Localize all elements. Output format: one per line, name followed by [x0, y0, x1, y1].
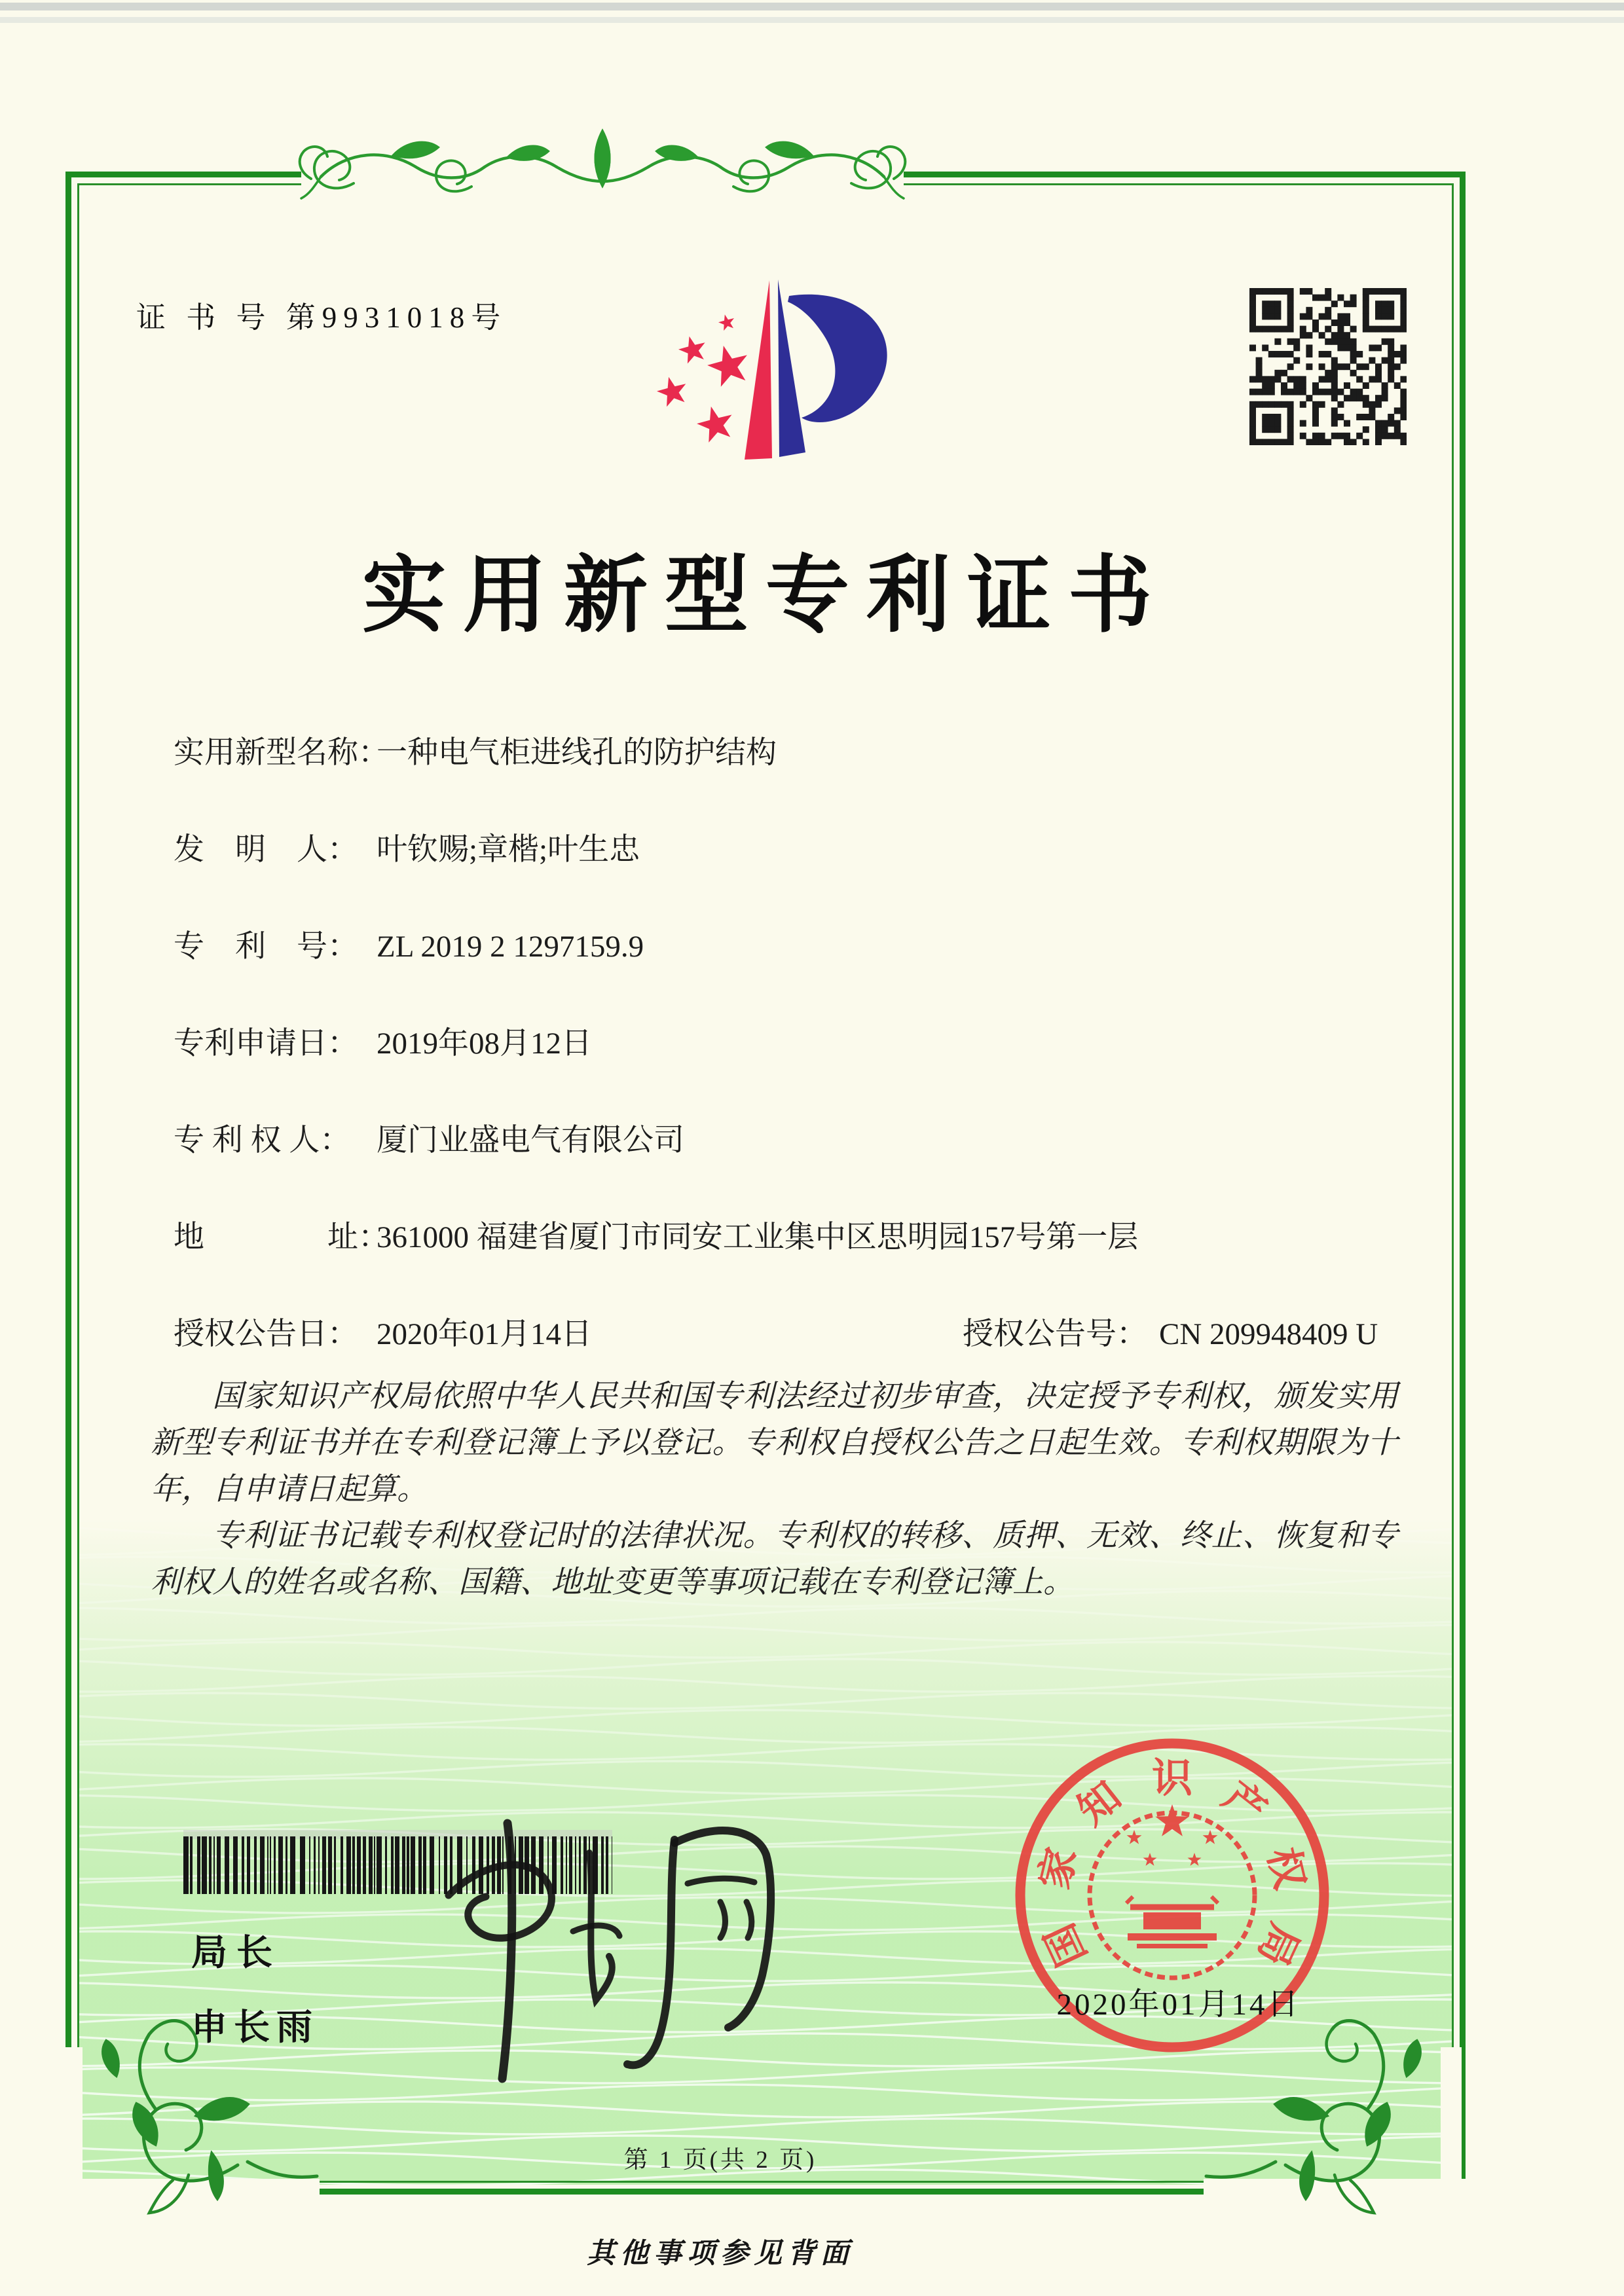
field-patentee: [174, 1116, 1470, 1159]
field-filing-date: [174, 1019, 1470, 1063]
svg-text:国: 国: [1037, 1916, 1096, 1973]
cnipa-patent-logo-icon: [648, 259, 923, 475]
field-value: 厦门业盛电气有限公司: [377, 1123, 684, 1157]
svg-text:局: 局: [1249, 1916, 1307, 1973]
commissioner-title: 局长: [191, 1933, 282, 1973]
field-value: CN 209948409 U: [1159, 1317, 1378, 1351]
field-grant-number: [963, 1309, 1378, 1353]
field-value: 2019年08月12日: [377, 1027, 592, 1061]
commissioner-name: 申长雨: [191, 2007, 320, 2047]
svg-text:知: 知: [1070, 1774, 1130, 1834]
svg-text:产: 产: [1214, 1774, 1274, 1834]
field-value: 2020年01月14日: [377, 1317, 592, 1351]
field-label: 授权公告号：: [963, 1317, 1147, 1351]
certificate-title: 实用新型专利证书: [361, 549, 1169, 642]
scan-artifact-line: [0, 17, 1624, 23]
field-utility-model-name: [174, 728, 1470, 772]
field-inventors: [174, 825, 1470, 869]
field-value: ZL 2019 2 1297159.9: [377, 930, 644, 964]
scan-artifact-line: [0, 3, 1624, 10]
legal-notice-paragraph: 专利证书记载专利权登记时的法律状况。专利权的转移、质押、无效、终止、恢复和专利权人的姓名或名称、国籍、地址变更等事项记载在专利登记簿上。: [151, 1519, 1398, 1599]
field-value: 叶钦赐;章楷;叶生忠: [377, 833, 640, 867]
handwritten-signature-icon: [386, 1804, 805, 2098]
field-label: 专 利 号：: [174, 930, 358, 964]
field-value: 一种电气柜进线孔的防护结构: [377, 736, 777, 770]
field-label: 实用新型名称：: [174, 736, 389, 770]
field-label: 地 址：: [174, 1220, 389, 1254]
field-label: 发 明 人：: [174, 833, 358, 867]
legal-notice: [151, 1374, 1398, 1606]
svg-text:家: 家: [1032, 1843, 1086, 1893]
svg-text:权: 权: [1259, 1843, 1312, 1893]
other-items-note: 其他事项参见背面: [587, 2238, 854, 2269]
field-value: 361000 福建省厦门市同安工业集中区思明园157号第一层: [377, 1220, 1139, 1254]
field-grant-row: [174, 1309, 1470, 1353]
field-patent-number: [174, 922, 1470, 966]
qr-code-icon: [1249, 288, 1407, 445]
page-number: 第 1 页(共 2 页): [623, 2147, 817, 2174]
seal-date: 2020年01月14日: [1056, 1988, 1301, 2022]
field-label: 专利申请日：: [174, 1027, 358, 1061]
field-address: [174, 1212, 1470, 1256]
field-label: 专 利 权 人：: [174, 1123, 351, 1157]
dragon-scroll-ornament: [275, 121, 930, 226]
svg-text:识: 识: [1151, 1757, 1193, 1801]
legal-notice-paragraph: 国家知识产权局依照中华人民共和国专利法经过初步审查，决定授予专利权，颁发实用新型专利证书并在专利登记簿上予以登记。专利权自授权公告之日起生效。专利权期限为十年，自申请日起算。: [151, 1379, 1398, 1506]
certificate-number: 证 书 号 第9931018号: [136, 301, 507, 334]
field-label: 授权公告日：: [174, 1317, 358, 1351]
